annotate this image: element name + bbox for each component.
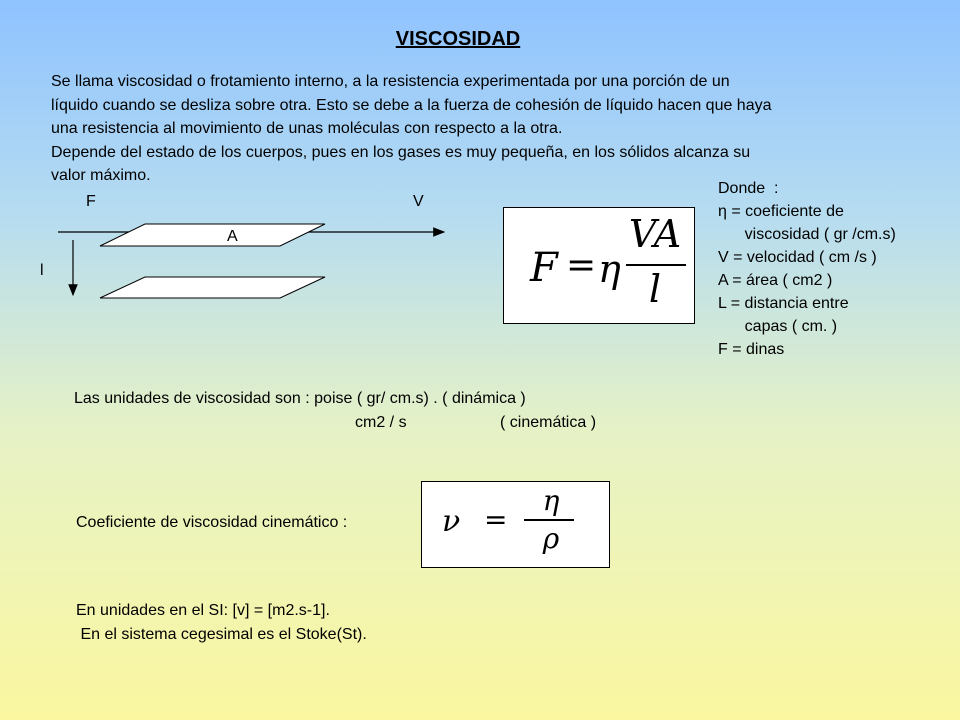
legend-line: capas ( cm. ) [718,318,838,335]
cgs-units-line: En el sistema cegesimal es el Stoke(St). [76,626,367,643]
units-line-dynamic: Las unidades de viscosidad son : poise ( gr/ cm.s) . ( dinámica ) [74,390,526,407]
formula-eta: η [598,247,621,291]
legend-line: L = distancia entre [718,295,849,312]
area-label: A [227,228,238,245]
units-kinematic: ( cinemática ) [500,414,597,431]
legend-line: η = coeficiente de [718,203,844,220]
legend-line: A = área ( cm2 ) [718,272,833,289]
upper-plate [100,224,325,246]
intro-line: Se llama viscosidad o frotamiento interno, a la resistencia experimentada por una porción de un [51,73,730,90]
lower-plate [100,277,325,298]
intro-line: Depende del estado de los cuerpos, pues en los gases es muy pequeña, en los sólidos alcanza su [51,143,751,161]
kinematic-equals: = [484,503,508,536]
intro-line: una resistencia al movimiento de unas moléculas con respecto a la otra. [51,120,563,137]
si-units-line: En unidades en el SI: [v] = [m2.s-1]. [76,602,330,619]
legend-line: Donde : [718,180,779,197]
velocity-label: V [413,193,424,210]
viscosity-formula-box [503,207,695,324]
legend-line: viscosidad ( gr /cm.s) [718,226,896,243]
force-label: F [86,193,96,210]
kinematic-nu: ν [442,504,461,539]
kinematic-fraction-bar [524,519,574,521]
legend-line: F = dinas [718,341,785,358]
page-title: VISCOSIDAD [395,28,521,50]
kinematic-formula-box [421,481,610,568]
intro-line: líquido cuando se desliza sobre otra. Esto se debe a la fuerza de cohesión de líquido hacen que haya [51,96,772,114]
fraction-bar [626,264,686,266]
intro-line: valor máximo. [51,167,151,184]
variable-legend [718,177,896,361]
formula-equals: = [566,245,597,286]
units-cm2-s: cm2 / s [355,414,407,431]
kinematic-numerator: η [542,484,560,517]
distance-label: l [40,262,44,279]
formula-denominator: l [648,267,662,311]
kinematic-denominator: ρ [542,522,560,555]
formula-lhs: F [530,245,558,291]
legend-line: V = velocidad ( cm /s ) [718,249,877,266]
kinematic-label: Coeficiente de viscosidad cinemático : [76,514,348,531]
formula-numerator: VA [628,212,682,256]
